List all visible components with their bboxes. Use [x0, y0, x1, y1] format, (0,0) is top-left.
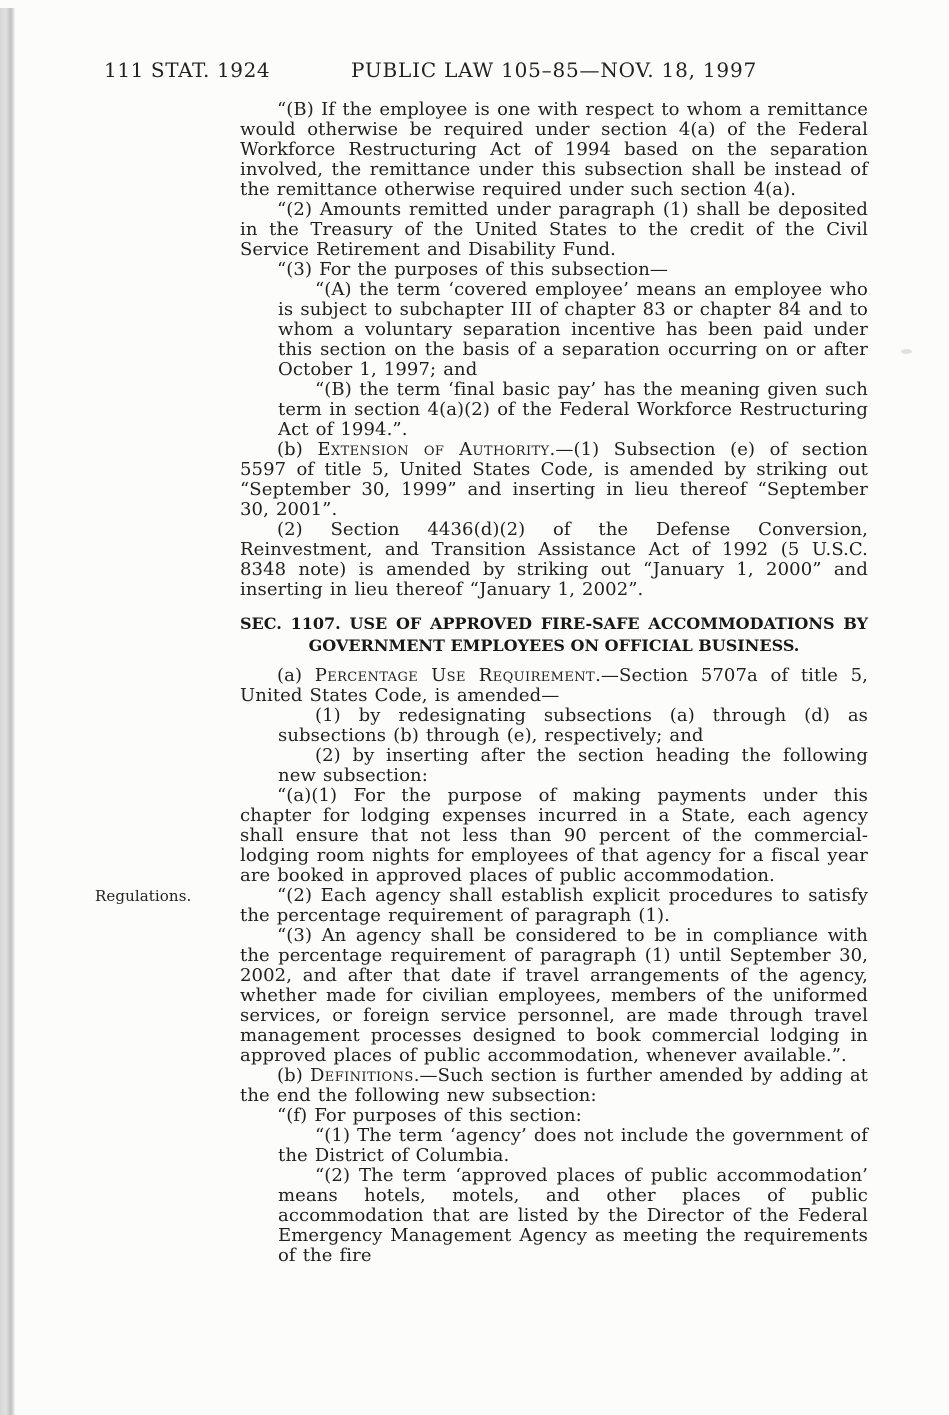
paragraph: [240, 666, 868, 706]
paragraph: “(A) the term ‘covered employee’ means an employee who is subject to subchapter III of chapter 83 or chapter 84 and to whom a voluntary separation incentive has been paid under this section on the basis of a separation occurring on or after October 1, 1997; and: [278, 279, 868, 380]
paragraph-text: (b): [277, 1065, 310, 1086]
paragraph-text: .—Section 5707a of title 5, United States Code, is amended—: [240, 665, 868, 706]
paragraph: [240, 440, 868, 520]
paragraph: “(1) The term ‘agency’ does not include the government of the District of Columbia.: [278, 1125, 868, 1166]
paragraph: “(3) For the purposes of this subsection—: [277, 259, 669, 280]
public-law-running-head: PUBLIC LAW 105–85—NOV. 18, 1997: [350, 58, 758, 82]
statute-text-column: [95, 99, 869, 1266]
section-heading-line2: GOVERNMENT EMPLOYEES ON OFFICIAL BUSINESS.: [308, 636, 800, 655]
paragraph: “(3) An agency shall be considered to be in compliance with the percentage requirement of paragraph (1) until September 30, 2002, and after that date if travel arrangements of the agency, whether made for civilian employees, members of the uniformed services, or foreign service personnel, are made through travel management processes designed to book commercial lodging in approved places of public accommodation, whenever available.”.: [240, 925, 868, 1066]
section-heading: [240, 613, 868, 657]
paragraph-text: (a): [277, 665, 315, 686]
small-caps-heading-inline: Extension of Authority: [317, 439, 550, 460]
scanned-page-edge: [0, 8, 15, 1415]
paragraph: “(2) The term ‘approved places of public accommodation’ means hotels, motels, and other places of public accommodation that are listed by the Director of the Federal Emergency Management Agency as meeting the requirements of the fire: [278, 1165, 868, 1266]
margin-note-regulations: Regulations.: [95, 887, 192, 905]
paragraph: “(B) the term ‘final basic pay’ has the meaning given such term in section 4(a)(2) of the Federal Workforce Restructuring Act of 1994.”.: [278, 379, 868, 440]
scan-artifact: [901, 349, 912, 354]
small-caps-heading-inline: Definitions: [309, 1065, 414, 1086]
paragraph: (2) Section 4436(d)(2) of the Defense Conversion, Reinvestment, and Transition Assistance Act of 1992 (5 U.S.C. 8348 note) is amended by striking out “January 1, 2000” and inserting in lieu thereof “January 1, 2002”.: [240, 519, 868, 600]
paragraph: (1) by redesignating subsections (a) through (d) as subsections (b) through (e), respectively; and: [278, 705, 868, 746]
paragraph-text: (b): [277, 439, 318, 460]
section-heading-line1: SEC. 1107. USE OF APPROVED FIRE-SAFE ACCOMMODATIONS BY: [240, 614, 868, 633]
paragraph: “(a)(1) For the purpose of making payments under this chapter for lodging expenses incurred in a State, each agency shall ensure that not less than 90 percent of the commercial-lodging room nights for employees of that agency for a fiscal year are booked in approved places of public accommodation.: [240, 785, 868, 886]
paragraph: “(2) Amounts remitted under paragraph (1) shall be deposited in the Treasury of the United States to the credit of the Civil Service Retirement and Disability Fund.: [240, 199, 868, 260]
paragraph: “(f) For purposes of this section:: [277, 1105, 582, 1126]
paragraph: “(B) If the employee is one with respect to whom a remittance would otherwise be required under section 4(a) of the Federal Workforce Restructuring Act of 1994 based on the separation involved, the remittance under this subsection shall be instead of the remittance otherwise required under such section 4(a).: [240, 99, 868, 200]
paragraph: (2) by inserting after the section heading the following new subsection:: [278, 745, 868, 786]
paragraph-text: .—Such section is further amended by adding at the end the following new subsection:: [240, 1065, 868, 1106]
paragraph: [95, 885, 868, 926]
paragraph: [240, 1066, 868, 1106]
paragraph-text: “(2) Each agency shall establish explicit procedures to satisfy the percentage requirement of paragraph (1).: [240, 885, 868, 926]
small-caps-heading-inline: Percentage Use Requirement: [314, 665, 596, 686]
stat-page-number: 111 STAT. 1924: [104, 58, 271, 82]
paragraph-text: .—(1) Subsection (e) of section 5597 of title 5, United States Code, is amended by striking out “September 30, 1999” and inserting in lieu thereof “September 30, 2001”.: [240, 439, 869, 520]
